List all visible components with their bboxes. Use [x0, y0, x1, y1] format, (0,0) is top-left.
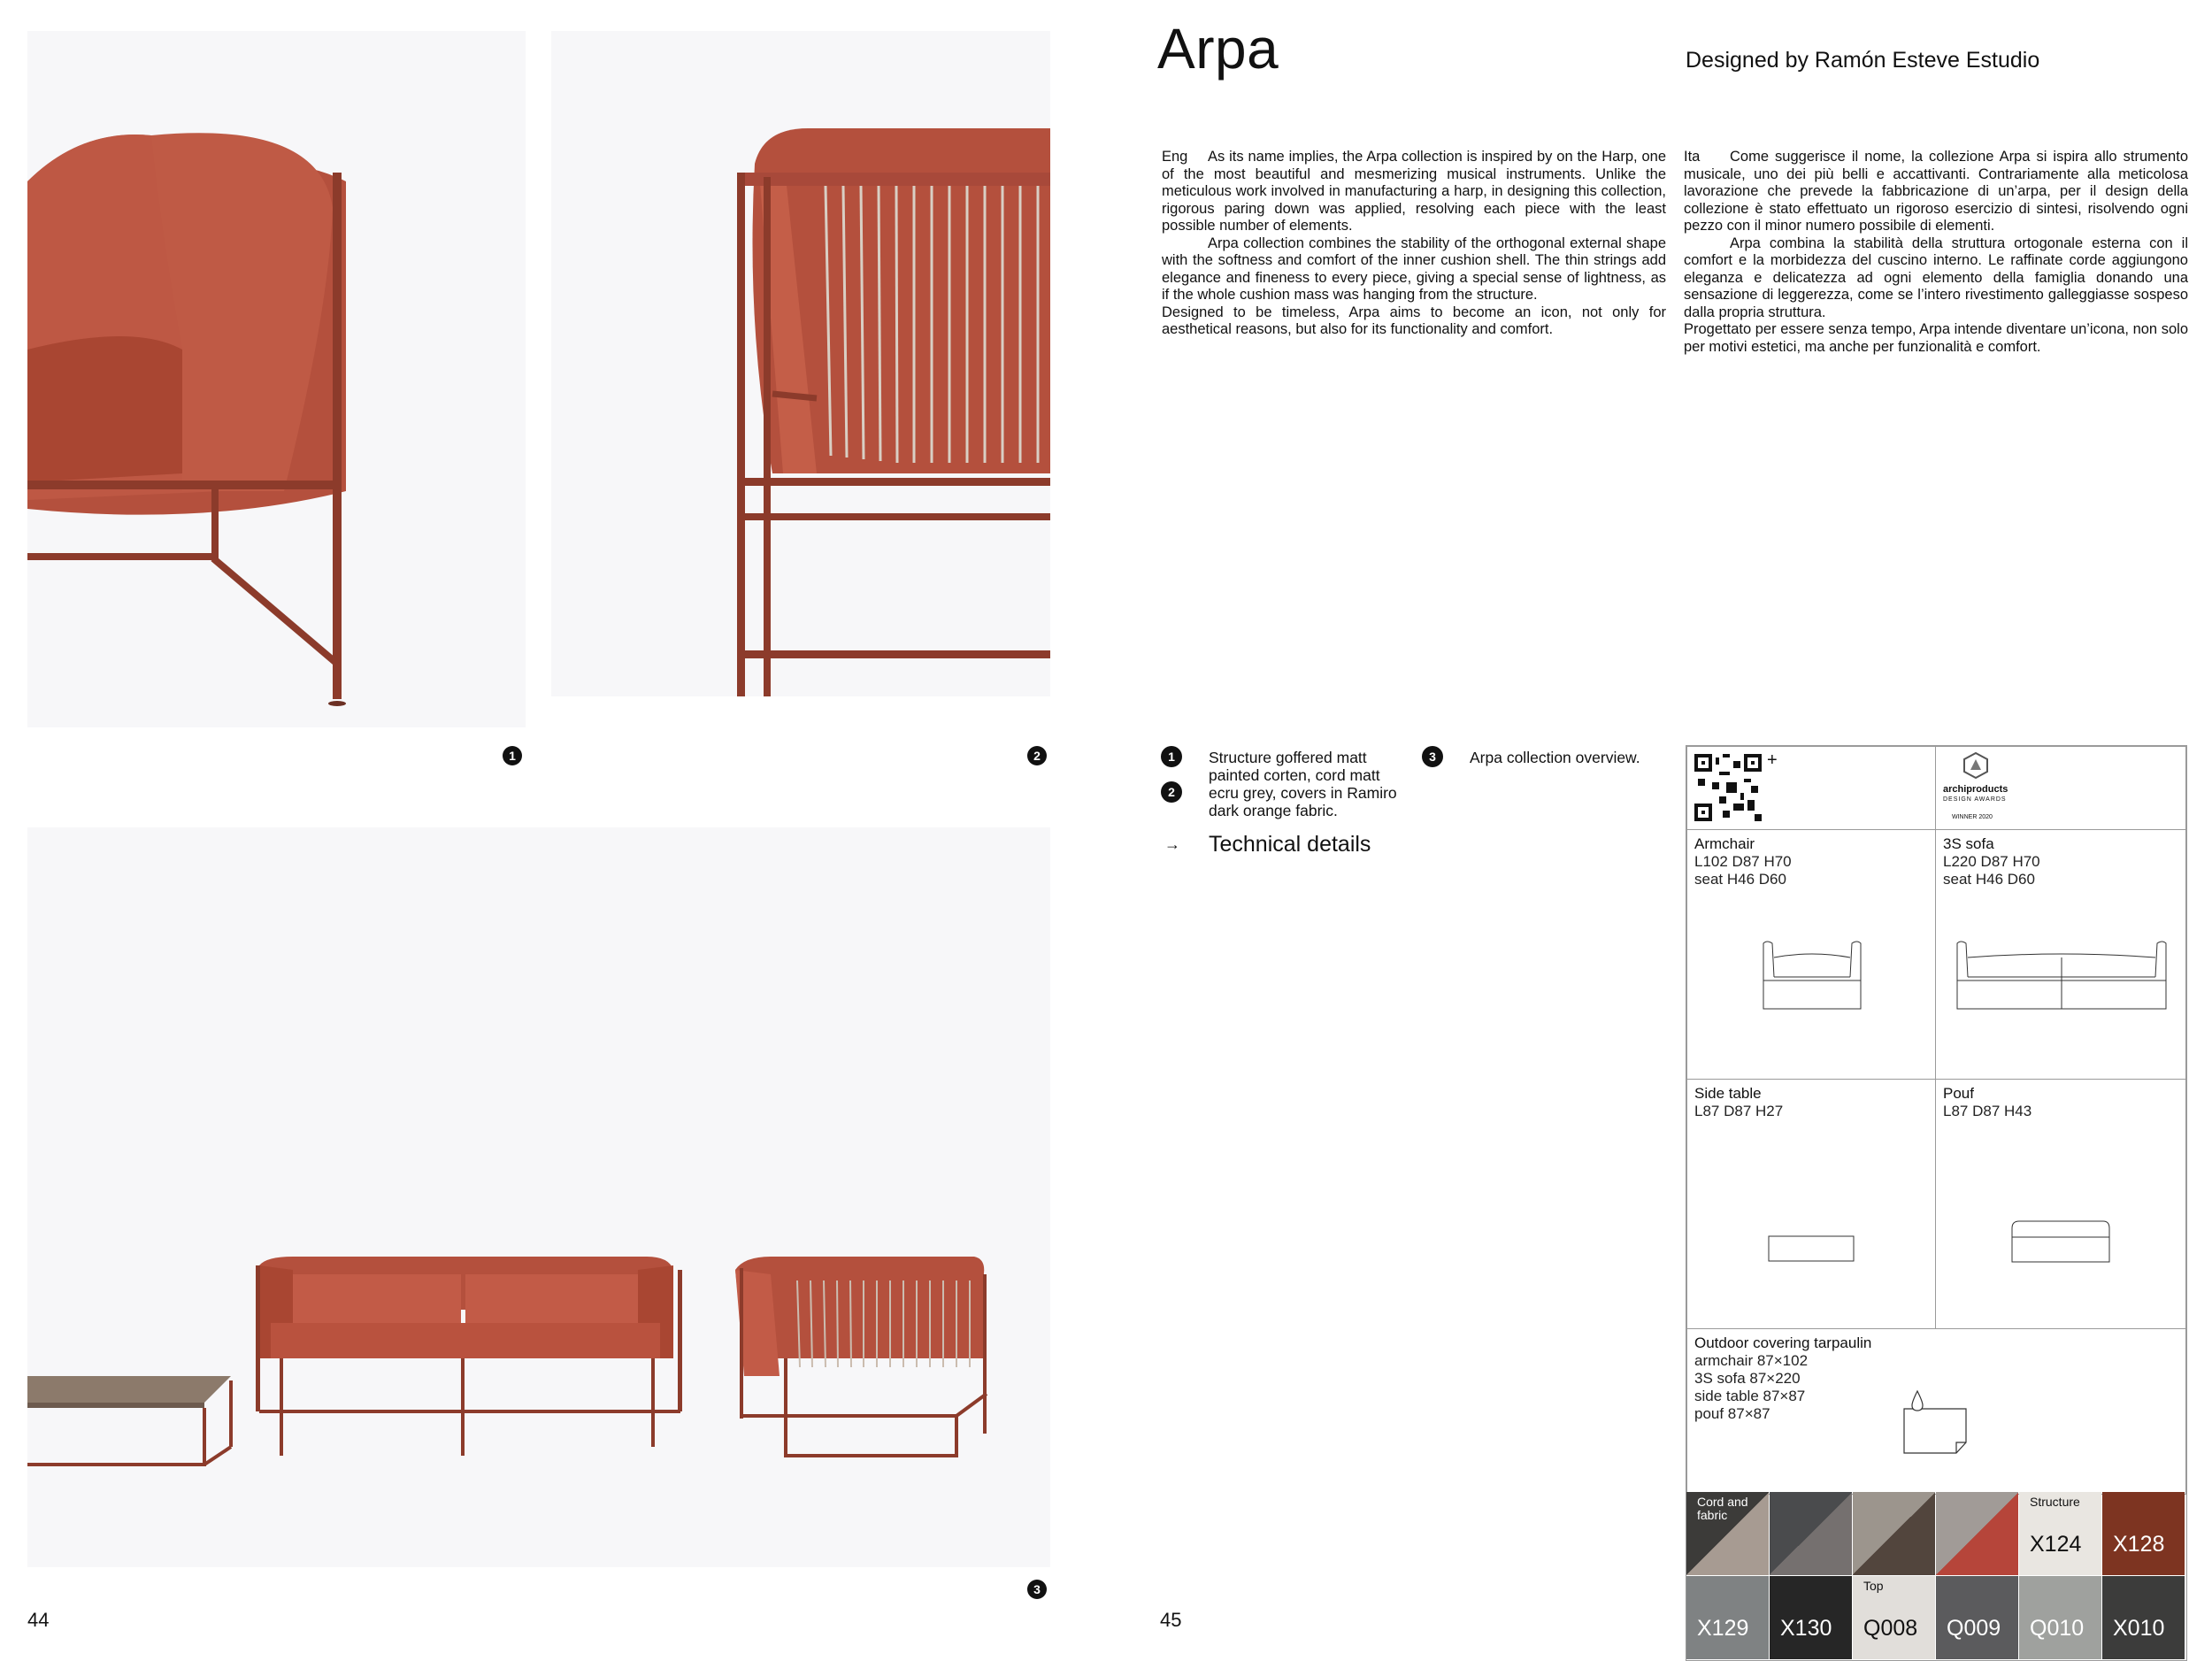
page-number-right: 45 [1160, 1609, 1182, 1631]
swatch-code: X128 [2113, 1532, 2165, 1557]
sofa-title: 3S sofa [1943, 835, 1994, 852]
qr-cell [1686, 746, 1936, 830]
sofa-dimensions: L220 D87 H70 [1943, 853, 2040, 870]
armchair-drawing-icon [1762, 938, 1863, 1011]
swatch-x010[interactable] [2102, 1576, 2185, 1659]
swatch-cord-2[interactable] [1770, 1492, 1852, 1575]
page-number-left: 44 [27, 1609, 50, 1631]
lang-label-en: Eng [1162, 149, 1188, 165]
swatch-code: X130 [1780, 1616, 1832, 1641]
side-table-drawing-icon [1768, 1235, 1856, 1264]
swatch-q008[interactable] [1853, 1576, 1935, 1659]
structure-label: Structure [2030, 1495, 2080, 1509]
text-en-p3: Designed to be timeless, Arpa aims to become an icon, not only for aesthetical reasons, but also for its functionality and comfort. [1162, 304, 1666, 337]
photo-number-1-badge: 1 [503, 746, 522, 765]
swatch-x130[interactable] [1770, 1576, 1852, 1659]
armchair-detail-illustration [27, 31, 526, 727]
text-it-p3: Progettato per essere senza tempo, Arpa intende diventare un’icona, non solo per motivi estetici, ma anche per funzionalità e comfort. [1684, 321, 2188, 355]
qr-plus-label: + [1767, 750, 1778, 770]
collection-overview-illustration [27, 827, 1050, 1567]
caption-number-3: 3 [1422, 746, 1443, 767]
armchair-dimensions: L102 D87 H70 [1694, 853, 1792, 870]
caption-photos-1-2: Structure goffered matt painted corten, cord matt ecru grey, covers in Ramiro dark orange fabric. [1209, 749, 1397, 819]
covering-line-armchair: armchair 87×102 [1694, 1352, 1809, 1369]
swatch-code: X010 [2113, 1616, 2165, 1641]
covering-cell [1686, 1328, 2186, 1495]
swatch-code: X124 [2030, 1532, 2082, 1557]
text-it-p1: Come suggerisce il nome, la collezione Arpa si ispira allo strumento musicale, uno dei più belli e accattivanti. Contrariamente alla meticolosa lavorazione che prevede la fabbricazione di un’arpa, per il design della collezione è stato effettuato un rigoroso esercizio di sintesi, risolvendo ogni pezzo con il minor numero possibile di elementi. [1684, 149, 2188, 234]
swatch-code: Q009 [1947, 1616, 2001, 1641]
side-table-dimensions: L87 D87 H27 [1694, 1103, 1784, 1119]
swatch-grid [1686, 1492, 2187, 1659]
photo-chair-strings-detail [551, 31, 1050, 696]
sofa-drawing-icon [1955, 938, 2168, 1011]
text-en-p2: Arpa collection combines the stability of the orthogonal external shape with the softness and comfort of the inner cushion shell. The thin strings add elegance and fineness to every piece, giving a special sense of lightness, as if the whole cushion mass was hanging from the structure. [1162, 235, 1666, 303]
side-table-cell [1686, 1079, 1936, 1329]
designer-credit: Designed by Ramón Esteve Estudio [1686, 48, 2040, 73]
covering-line-pouf: pouf 87×87 [1694, 1405, 1770, 1422]
pouf-drawing-icon [2010, 1219, 2112, 1265]
photo-number-2-badge: 2 [1027, 746, 1047, 765]
arrow-right-icon: → [1164, 835, 1180, 853]
swatch-q009[interactable] [1936, 1576, 2018, 1659]
award-subtitle: DESIGN AWARDS [1943, 796, 2007, 803]
award-year: WINNER 2020 [1952, 814, 1993, 820]
swatch-x129[interactable] [1686, 1576, 1769, 1659]
swatch-code: Q008 [1863, 1616, 1918, 1641]
swatch-q010[interactable] [2019, 1576, 2101, 1659]
lang-label-it: Ita [1684, 149, 1701, 165]
page-title: Arpa [1157, 17, 1279, 81]
pouf-dimensions: L87 D87 H43 [1943, 1103, 2032, 1119]
photo-number-3-badge: 3 [1027, 1580, 1047, 1599]
top-label: Top [1863, 1579, 1884, 1593]
side-table-title: Side table [1694, 1085, 1762, 1102]
award-name: archiproducts [1943, 784, 2008, 795]
caption-number-2: 2 [1161, 781, 1182, 803]
text-en-p1: As its name implies, the Arpa collection is inspired by on the Harp, one of the most beautiful and mesmerizing musical instruments. Unlike the meticulous work involved in manufacturing a harp, in designing this collection, rigorous paring down was applied, resolving each piece with the least possible number of elements. [1162, 149, 1666, 234]
qr-code-icon[interactable] [1694, 754, 1762, 821]
sofa-cell [1935, 829, 2186, 1080]
sofa-seat: seat H46 D60 [1943, 871, 2035, 888]
award-logo-icon [1962, 752, 1989, 779]
tarpaulin-cover-icon [1900, 1386, 1970, 1457]
text-it-p2: Arpa combina la stabilità della struttura ortogonale esterna con il comfort e la morbidezza del cuscino interno. Le raffinate corde aggiungono eleganza e delicatezza ad ogni elemento della famiglia donando una sensazione di leggerezza, come se l’intero rivestimento galleggiasse sospeso dalla propria struttura. [1684, 235, 2188, 320]
award-cell [1935, 746, 2186, 830]
chair-strings-illustration [551, 31, 1050, 696]
technical-details-link[interactable]: Technical details [1209, 832, 1371, 857]
swatch-structure-x128[interactable] [2102, 1492, 2185, 1575]
pouf-cell [1935, 1079, 2186, 1329]
photo-armchair-detail [27, 31, 526, 727]
swatch-code: X129 [1697, 1616, 1749, 1641]
armchair-seat: seat H46 D60 [1694, 871, 1786, 888]
swatch-code: Q010 [2030, 1616, 2085, 1641]
cord-fabric-label: Cord and fabric [1697, 1495, 1748, 1522]
swatch-structure-x124[interactable] [2019, 1492, 2101, 1575]
covering-line-sofa: 3S sofa 87×220 [1694, 1370, 1801, 1387]
covering-line-side-table: side table 87×87 [1694, 1388, 1806, 1404]
armchair-title: Armchair [1694, 835, 1755, 852]
covering-title: Outdoor covering tarpaulin [1694, 1334, 1872, 1351]
swatch-cord-4[interactable] [1936, 1492, 2018, 1575]
pouf-title: Pouf [1943, 1085, 1974, 1102]
text-italian [1684, 149, 2188, 356]
swatch-cord-3[interactable] [1853, 1492, 1935, 1575]
caption-number-1: 1 [1161, 746, 1182, 767]
text-english [1162, 149, 1666, 339]
caption-photo-3: Arpa collection overview. [1470, 749, 1640, 766]
photo-collection-overview [27, 827, 1050, 1567]
armchair-cell [1686, 829, 1936, 1080]
